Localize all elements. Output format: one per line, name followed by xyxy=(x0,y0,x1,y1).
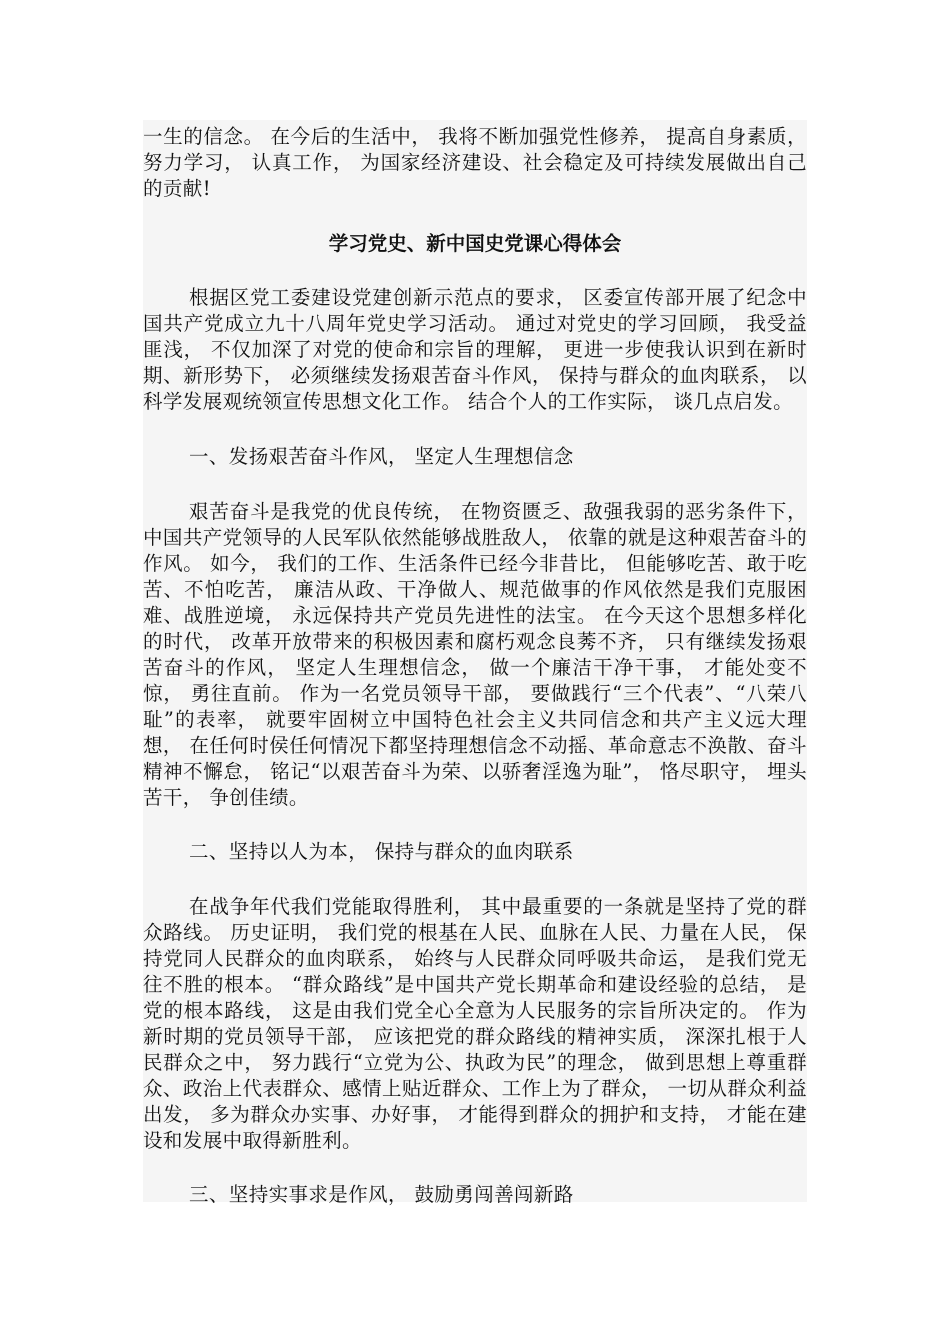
section-heading-1: 一、发扬艰苦奋斗作风， 坚定人生理想信念 xyxy=(189,445,574,468)
paragraph-2: 艰苦奋斗是我党的优良传统， 在物资匮乏、敌强我弱的恶劣条件下， 中国共产党领导的人民军队依然能够战胜敌人， 依靠的就是这种艰苦奋斗的作风。 如今， 我们的工作、生活条件已经今非昔比， 但能够吃苦、敢于吃苦、不怕吃苦， 廉洁从政、干净做人、规范做事的作风依然是我们克服困难、战胜逆境， 永远保持共产党员先进性的法宝。 在今天这个思想多样化的时代， 改革开放带来的积极因素和腐朽观念良莠不齐， 只有继续发扬艰苦奋斗的作风， 坚定人生理想信念， 做一个廉洁干净干事， 才能处变不惊， 勇往直前。 作为一名党员领导干部， 要做践行“三个代表”、“八荣八耻”的表率， 就要牢固树立中国特色社会主义共同信念和共产主义远大理想， 在任何时侯任何情况下都坚持理想信念不动摇、革命意志不涣散、奋斗精神不懈怠， 铭记“以艰苦奋斗为荣、以骄奢淫逸为耻”， 恪尽职守， 埋头苦干， 争创佳绩。 xyxy=(143,500,807,809)
section-heading-3: 三、坚持实事求是作风， 鼓励勇闯善闯新路 xyxy=(189,1183,574,1206)
section-heading-2: 二、坚持以人为本， 保持与群众的血肉联系 xyxy=(189,840,574,863)
document-body xyxy=(143,120,807,1206)
paragraph-3: 在战争年代我们党能取得胜利， 其中最重要的一条就是坚持了党的群众路线。 历史证明， 我们党的根基在人民、血脉在人民、力量在人民， 保持党同人民群众的血肉联系， 始终与人民群众同呼吸共命运， 是我们党无往不胜的根本。 “群众路线”是中国共产党长期革命和建设经验的总结， 是党的根本路线， 这是由我们党全心全意为人民服务的宗旨所决定的。 作为新时期的党员领导干部， 应该把党的群众路线的精神实质， 深深扎根于人民群众之中， 努力践行“立党为公、执政为民”的理念， 做到思想上尊重群众、政治上代表群众、感情上贴近群众、工作上为了群众， 一切从群众利益出发， 多为群众办实事、办好事， 才能得到群众的拥护和支持， 才能在建设和发展中取得新胜利。 xyxy=(143,895,807,1152)
intro-paragraph: 一生的信念。 在今后的生活中， 我将不断加强党性修养， 提高自身素质， 努力学习， 认真工作， 为国家经济建设、社会稳定及可持续发展做出自己的贡献! xyxy=(143,125,807,200)
document-title: 学习党史、新中国史党课心得体会 xyxy=(328,232,622,255)
paragraph-1: 根据区党工委建设党建创新示范点的要求， 区委宣传部开展了纪念中国共产党成立九十八周年党史学习活动。 通过对党史的学习回顾， 我受益匪浅， 不仅加深了对党的使命和宗旨的理解， 更进一步使我认识到在新时期、新形势下， 必须继续发扬艰苦奋斗作风， 保持与群众的血肉联系， 以科学发展观统领宣传思想文化工作。 结合个人的工作实际， 谈几点启发。 xyxy=(143,286,807,413)
